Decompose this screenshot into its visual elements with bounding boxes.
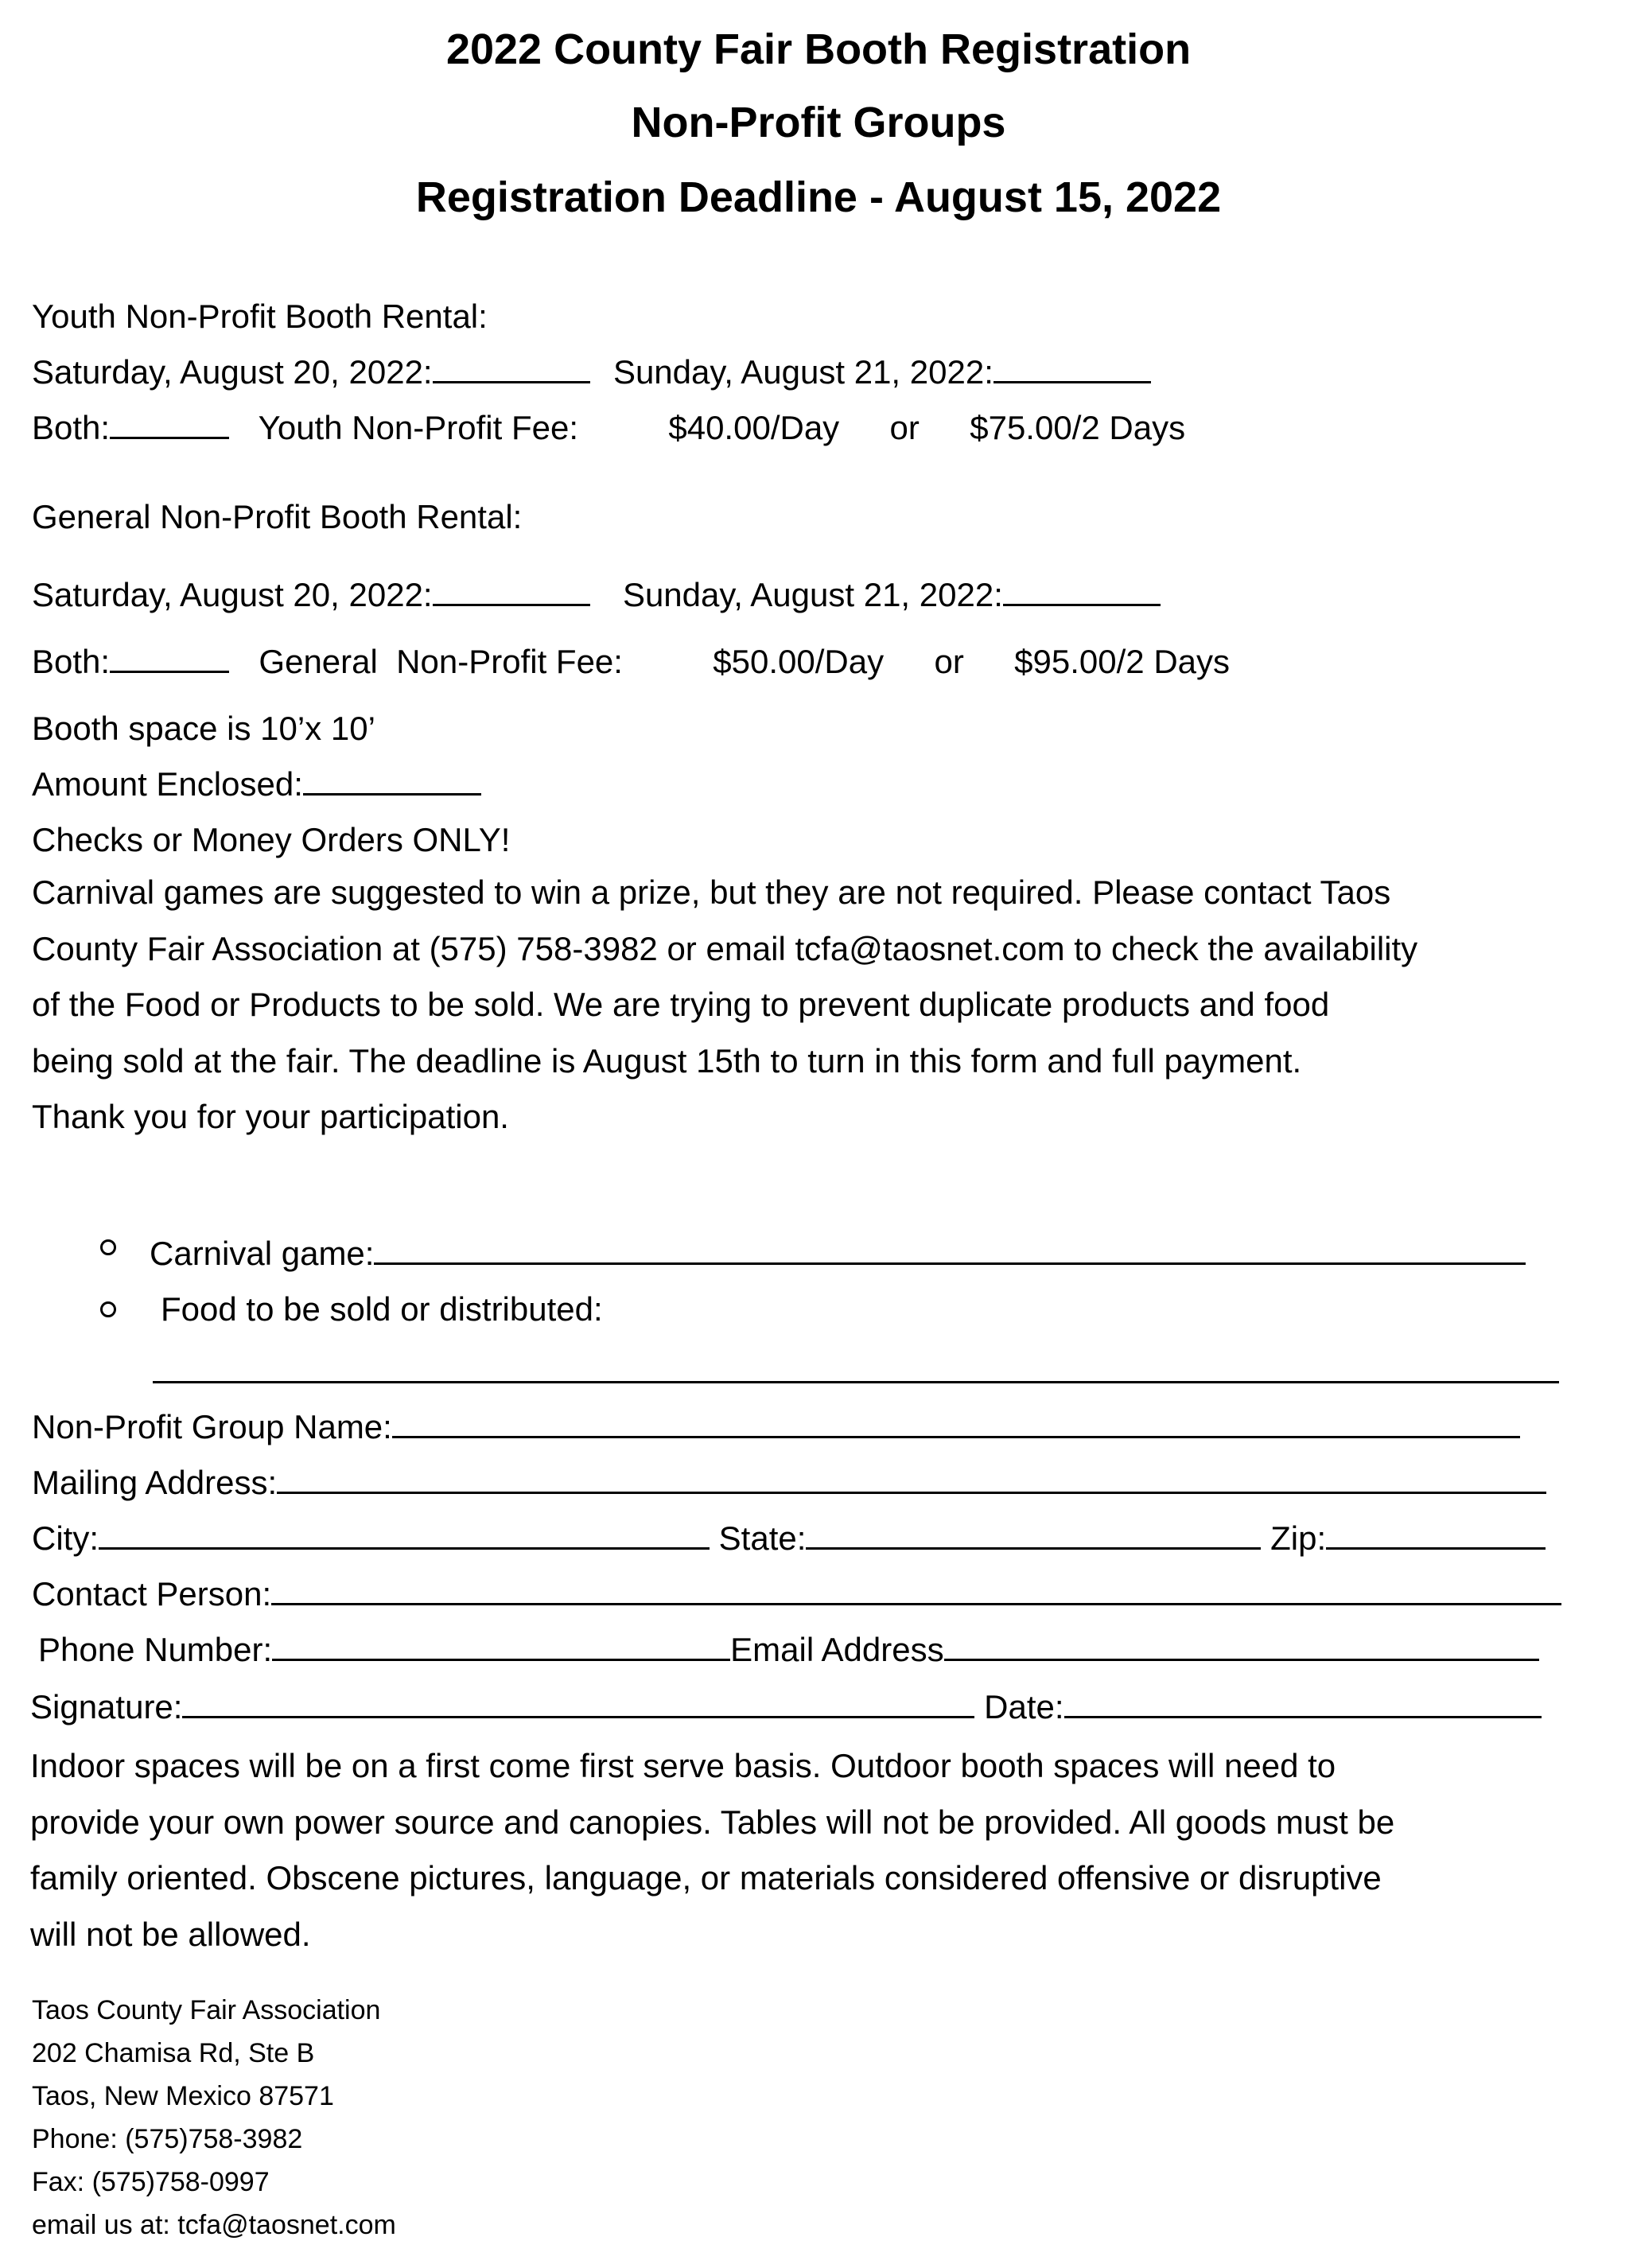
general-fee-row (32, 641, 1230, 683)
info-paragraph-line: of the Food or Products to be sold. We are trying to prevent duplicate products and food (32, 986, 1330, 1023)
phone-number-blank[interactable] (272, 1630, 730, 1661)
info-paragraph-line: being sold at the fair. The deadline is August 15th to turn in this form and full payment. (32, 1041, 1302, 1080)
state-label: State: (718, 1519, 807, 1557)
notice-line: provide your own power source and canopies. Tables will not be provided. All goods must be (30, 1803, 1395, 1841)
general-fee-two-days: $95.00/2 Days (1014, 643, 1231, 680)
registration-deadline: Registration Deadline - August 15, 2022 (415, 173, 1222, 221)
city-blank[interactable] (99, 1519, 710, 1550)
youth-heading: Youth Non-Profit Booth Rental: (32, 298, 488, 335)
youth-both-label: Both: (32, 409, 111, 446)
footer-phone: Phone: (575)758-3982 (32, 2124, 303, 2154)
form-subtitle: Non-Profit Groups (631, 99, 1006, 146)
city-label: City: (32, 1519, 99, 1557)
mailing-address-blank[interactable] (277, 1463, 1546, 1494)
footer-city: Taos, New Mexico 87571 (32, 2081, 334, 2111)
zip-label: Zip: (1270, 1519, 1327, 1557)
youth-fee-label: Youth Non-Profit Fee: (258, 409, 579, 446)
notice-paragraph (30, 1738, 1394, 1963)
youth-days-row (32, 352, 1151, 393)
general-fee-label: General Non-Profit Fee: (259, 643, 623, 680)
contact-person-blank[interactable] (271, 1574, 1561, 1605)
general-days-row (32, 574, 1161, 616)
youth-sunday-label: Sunday, August 21, 2022: (612, 353, 993, 391)
booth-space-note: Booth space is 10’x 10’ (32, 710, 375, 747)
signature-label: Signature: (30, 1688, 183, 1725)
info-paragraph-line: Carnival games are suggested to win a prize, but they are not required. Please contact Taos (32, 873, 1391, 911)
youth-both-blank[interactable] (110, 408, 229, 439)
youth-saturday-label: Saturday, August 20, 2022: (32, 353, 433, 391)
carnival-game-bullet[interactable] (100, 1239, 116, 1255)
date-blank[interactable] (1064, 1687, 1542, 1718)
amount-enclosed-row (32, 764, 481, 805)
city-state-zip-row (32, 1518, 1546, 1559)
general-saturday-label: Saturday, August 20, 2022: (32, 576, 433, 613)
group-name-label: Non-Profit Group Name: (32, 1408, 392, 1445)
youth-fee-day: $40.00/Day (668, 409, 840, 446)
notice-line: Indoor spaces will be on a first come first serve basis. Outdoor booth spaces will need to (30, 1747, 1336, 1784)
footer-address (32, 1989, 396, 2247)
general-heading: General Non-Profit Booth Rental: (32, 498, 523, 535)
general-both-label: Both: (32, 643, 111, 680)
general-sunday-label: Sunday, August 21, 2022: (622, 576, 1003, 613)
form-title: 2022 County Fair Booth Registration (445, 25, 1192, 73)
footer-org: Taos County Fair Association (32, 1995, 381, 2025)
general-sunday-blank[interactable] (1003, 575, 1161, 606)
general-saturday-blank[interactable] (433, 575, 590, 606)
notice-line: family oriented. Obscene pictures, language, or materials considered offensive or disruptive (30, 1859, 1382, 1896)
email-address-label: Email Address (730, 1631, 944, 1668)
info-paragraph-line: Thank you for your participation. (32, 1098, 509, 1135)
carnival-game-blank[interactable] (374, 1234, 1526, 1265)
contact-person-row (32, 1574, 1561, 1615)
footer-fax: Fax: (575)758-0997 (32, 2167, 270, 2197)
signature-blank[interactable] (182, 1687, 974, 1718)
food-label: Food to be sold or distributed: (161, 1290, 603, 1328)
food-bullet[interactable] (100, 1301, 116, 1317)
amount-enclosed-label: Amount Enclosed: (32, 765, 303, 803)
general-fee-day: $50.00/Day (713, 643, 885, 680)
info-paragraph (32, 865, 1417, 1146)
group-name-row (32, 1406, 1520, 1448)
phone-number-label: Phone Number: (38, 1631, 273, 1668)
email-address-blank[interactable] (944, 1630, 1539, 1661)
youth-sunday-blank[interactable] (993, 352, 1151, 383)
zip-blank[interactable] (1326, 1519, 1546, 1550)
carnival-game-row (150, 1233, 1526, 1274)
youth-fee-row (32, 407, 1185, 449)
contact-person-label: Contact Person: (32, 1575, 272, 1612)
mailing-address-row (32, 1462, 1546, 1504)
amount-enclosed-blank[interactable] (303, 764, 481, 796)
date-label: Date: (984, 1688, 1064, 1725)
phone-email-row (38, 1629, 1539, 1671)
group-name-blank[interactable] (392, 1407, 1520, 1438)
notice-line: will not be allowed. (30, 1915, 311, 1953)
youth-saturday-blank[interactable] (433, 352, 590, 383)
youth-or: or (889, 409, 920, 446)
footer-street: 202 Chamisa Rd, Ste B (32, 2038, 315, 2068)
payment-note: Checks or Money Orders ONLY! (32, 821, 511, 858)
food-blank[interactable] (153, 1381, 1559, 1383)
general-both-blank[interactable] (110, 642, 229, 673)
footer-email: email us at: tcfa@taosnet.com (32, 2210, 396, 2240)
state-blank[interactable] (806, 1519, 1261, 1550)
info-paragraph-line: County Fair Association at (575) 758-3982 or email tcfa@taosnet.com to check the availability (32, 929, 1418, 967)
general-or: or (934, 643, 964, 680)
mailing-address-label: Mailing Address: (32, 1464, 278, 1501)
youth-fee-two-days: $75.00/2 Days (970, 409, 1186, 446)
carnival-game-label: Carnival game: (150, 1235, 375, 1272)
signature-date-row (30, 1686, 1542, 1728)
